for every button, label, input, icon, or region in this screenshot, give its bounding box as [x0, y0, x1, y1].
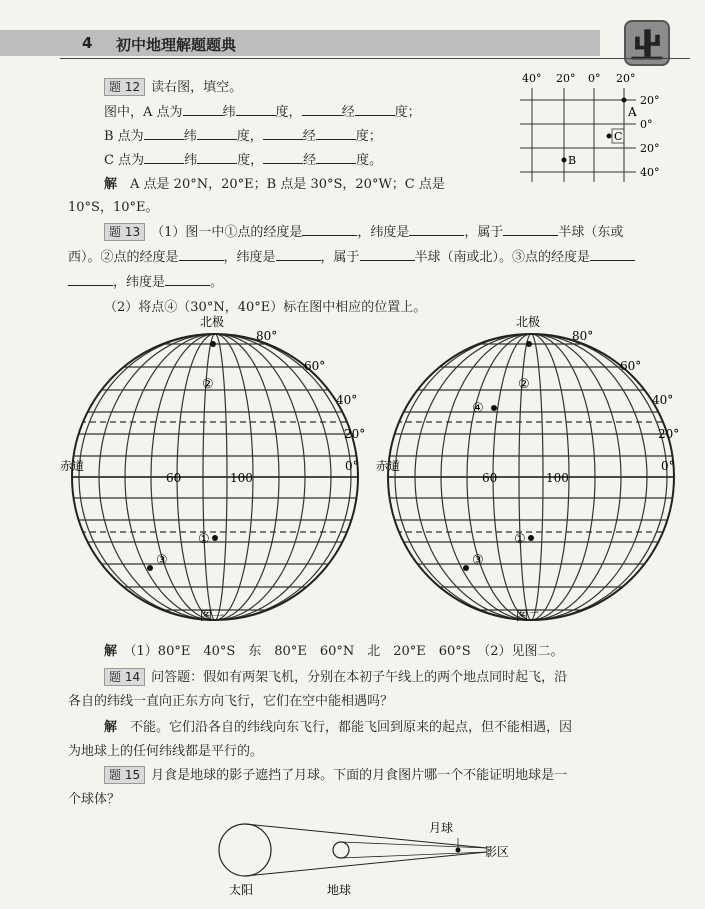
- moon-dot: [456, 848, 461, 853]
- q15-line2: 个球体？: [68, 792, 121, 807]
- fig1-point-1-label: ①: [198, 532, 210, 547]
- grid-point-c-label: C: [614, 130, 623, 143]
- fig1-point-3-dot: [147, 565, 153, 571]
- fig1-lon-label: 60: [166, 471, 182, 485]
- grid-right-label: 20°: [640, 142, 660, 155]
- globe-figure-2: [376, 312, 686, 622]
- fig2-point-1-label: ①: [514, 532, 526, 547]
- sun-circle: [219, 824, 271, 876]
- sun-label: 太阳: [229, 883, 254, 897]
- grid-top-label: 20°: [616, 72, 636, 85]
- fig2-lat-label: 20°: [658, 427, 680, 441]
- fig2-point-1-dot: [528, 535, 534, 541]
- fig1-lat-label: 20°: [344, 427, 366, 441]
- fig1-lat-label: 80°: [256, 329, 278, 343]
- q14-tag: 题 14: [104, 668, 145, 686]
- shadow-label: 影区: [485, 845, 510, 859]
- fig2-north-pole-label: 北极: [516, 315, 541, 329]
- lunar-eclipse-diagram: [215, 808, 535, 903]
- q15-line1: 题 15 月食是地球的影子遮挡了月球。下面的月食图片哪一个不能证明地球是一: [104, 764, 567, 784]
- q12-grid-figure: [520, 70, 695, 190]
- q14-line1: 题 14 问答题：假如有两架飞机，分别在本初子午线上的两个地点同时起飞，沿: [104, 666, 567, 686]
- earth-circle: [333, 842, 349, 858]
- fig2-point-2-label: ②: [518, 377, 530, 392]
- q13-line3: ，纬度是 。: [68, 271, 223, 290]
- fig2-lon-label: 100: [546, 471, 569, 485]
- q12-prompt-line: [104, 76, 242, 96]
- page-number: 4: [82, 34, 93, 52]
- book-title: 初中地理解题题典: [116, 36, 237, 54]
- fig1-caption: 图一: [200, 609, 225, 622]
- fig2-lon-label: 60: [482, 471, 498, 485]
- fig2-point-3-dot: [463, 565, 469, 571]
- fig2-lat-label: 0°: [661, 459, 675, 473]
- fig2-caption: 图二: [516, 609, 541, 622]
- fig1-point-3-label: ③: [156, 553, 168, 568]
- fig1-point-1-dot: [212, 535, 218, 541]
- q14-answer-line1: 解 不能。它们沿各自的纬线向东飞行，都能飞回到原来的起点，但不能相遇，因: [104, 720, 573, 735]
- grid-right-label: 40°: [640, 166, 660, 179]
- fig2-point-3-label: ③: [472, 553, 484, 568]
- q15-tag: 题 15: [104, 766, 145, 784]
- globe-figure-1: [60, 312, 370, 622]
- q13-line1: 题 13 （1）图一中①点的经度是 ，纬度是 ，属于 半球（东或: [104, 221, 623, 241]
- q14-answer-line2: 为地球上的任何纬线都是平行的。: [68, 744, 264, 759]
- fig2-lat-label: 80°: [572, 329, 594, 343]
- q13-line4: （2）将点④（30°N，40°E）标在图中相应的位置上。: [104, 300, 427, 315]
- grid-right-label: 20°: [640, 94, 660, 107]
- grid-right-label: 0°: [640, 118, 653, 131]
- grid-point-a: [622, 98, 627, 103]
- grid-top-label: 20°: [556, 72, 576, 85]
- grid-top-label: 40°: [522, 72, 542, 85]
- grid-point-b: [562, 158, 567, 163]
- q12-prompt: 读右图，填空。: [151, 80, 243, 95]
- header-rule: [60, 58, 690, 59]
- grid-point-a-label: A: [628, 105, 637, 119]
- fig1-point-2-dot: [210, 341, 216, 347]
- q12-line-c: C 点为 纬 度， 经 度。: [104, 153, 383, 168]
- q12-line-b: B 点为 纬 度， 经 度；: [104, 129, 382, 144]
- fig2-point-4-dot: [491, 405, 497, 411]
- grid-point-c: [607, 134, 612, 139]
- cactus-logo-icon: [624, 20, 670, 66]
- fig1-north-pole-label: 北极: [200, 315, 225, 329]
- earth-label: 地球: [327, 883, 352, 897]
- grid-top-label: 0°: [588, 72, 601, 85]
- fig1-lon-label: 100: [230, 471, 253, 485]
- q13-tag: 题 13: [104, 223, 145, 241]
- q12-answer-line2: 10°S，10°E。: [68, 200, 159, 215]
- fig1-point-2-label: ②: [202, 377, 214, 392]
- fig2-lat-label: 60°: [620, 359, 642, 373]
- moon-label: 月球: [429, 821, 454, 835]
- q14-line2: 各自的纬线一直向正东方向飞行，它们在空中能相遇吗？: [68, 694, 394, 709]
- fig2-lat-label: 40°: [652, 393, 674, 407]
- fig2-point-4-label: ④: [472, 401, 484, 416]
- q13-answer: 解 （1）80°E 40°S 东 80°E 60°N 北 20°E 60°S （2）见图二。: [104, 644, 564, 659]
- fig1-lat-label: 0°: [345, 459, 359, 473]
- fig2-equator-label: 赤道: [376, 459, 401, 473]
- q12-tag: 题 12: [104, 78, 145, 96]
- fig1-lat-label: 60°: [304, 359, 326, 373]
- q12-answer-line1: 解 A 点是 20°N，20°E；B 点是 30°S，20°W；C 点是: [104, 177, 445, 192]
- fig2-point-2-dot: [526, 341, 532, 347]
- grid-point-b-label: B: [568, 154, 577, 167]
- q12-line-a: 图中，A 点为 纬 度， 经 度；: [104, 105, 421, 120]
- q13-line2: 西）。②点的经度是 ，纬度是 ，属于 半球（南或北）。③点的经度是: [68, 246, 635, 265]
- fig1-lat-label: 40°: [336, 393, 358, 407]
- fig1-equator-label: 赤道: [60, 459, 85, 473]
